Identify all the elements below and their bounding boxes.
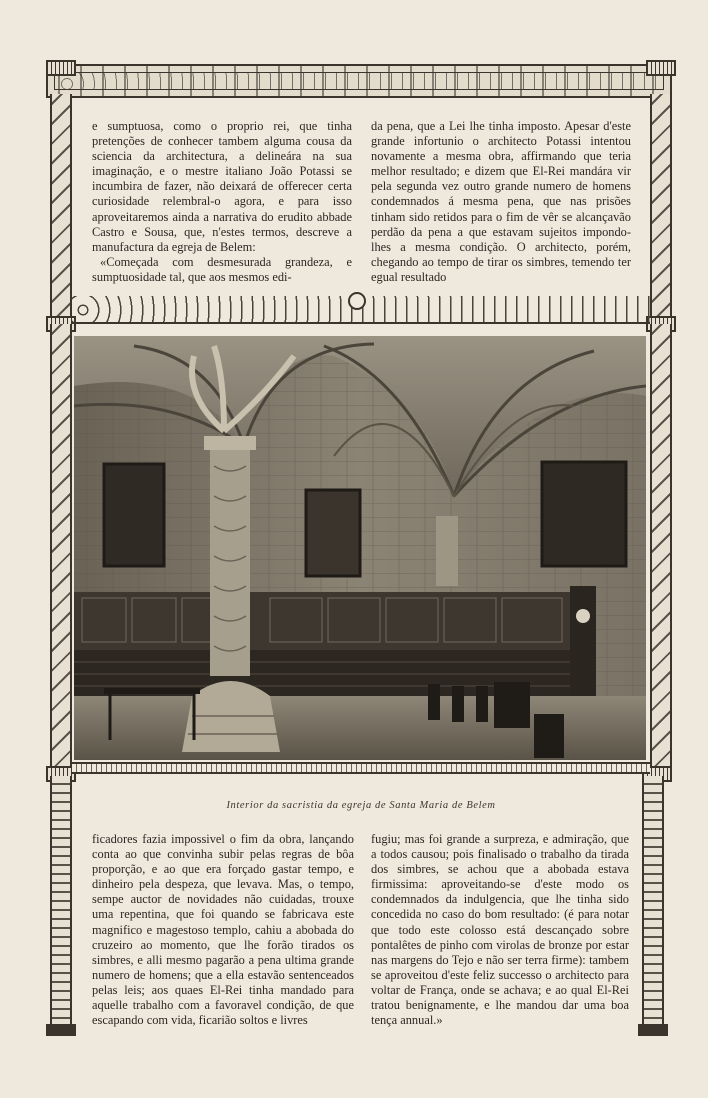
sacristy-photograph: [74, 336, 646, 760]
paragraph: da pena, que a Lei lhe tinha imposto. Apesar d'este grande infortunio o architecto Potassi intentou novamente a mesma obra, affirmando que teria melhor resultado; e dizem que El-Rei mandára vir pela segunda vez outro grande numero de homens condemnados á mesma pena, que nas prisões tinham sido retidos para o fim de vêr se alcançavão perdão da pena a que estavam sujeitos impondo-lhes a mesma condição. O architecto, porém, chegando ao tempo de tirar os simbres, temendo ter egual resultado: [371, 119, 631, 284]
text-column-bottom-left: [92, 832, 354, 1028]
photo-caption: Interior da sacristia da egreja de Santa Maria de Belem: [226, 800, 496, 811]
photo-bottom-border: [72, 762, 650, 774]
text-column-top-right: [371, 119, 631, 285]
column-capital: [46, 60, 76, 76]
twisted-column-right: [650, 324, 672, 774]
fluted-column-left: [50, 776, 72, 1026]
twisted-column-left: [50, 94, 72, 324]
photograph-illustration: [74, 336, 646, 760]
text-column-bottom-right: [371, 832, 629, 1028]
paragraph: fugiu; mas foi grande a surpreza, e admiração, que a todos causou; pois finalisado o trabalho da tirada dos simbres, se achou que a abobada estava firmissima: aproveitando-se d'este modo os condemnados da indulgencia, que lhe tinha sido concedida no caso do bom resultado: (é para notar que todo este colosso está descançado sobre pontalêtes de pinho com virolas de bronze por estar nas margens do Tejo e não ser terra firme): tambem se aproveitou d'este feliz successo o architecto para voltar de França, onde se achava; e ao qual El-Rei tratou benignamente, e lhe mandou dar uma boa tença annual.»: [371, 832, 629, 1028]
paragraph: e sumptuosa, como o proprio rei, que tinha pretenções de conhecer tambem alguma cousa da sciencia da architectura, a delineára na sua imaginação, e o mestre italiano João Potassi se incumbira de fazer, não deixará de offerecer certa curiosidade relembral-o agora, e para isso aproveitaremos ainda a narrativa do erudito abbade Castro e Sousa, que, n'estes termos, descreve a manufactura da egreja de Belem:: [92, 119, 352, 254]
paragraph: ficadores fazia impossivel o fim da obra, lançando conta ao que convinha subir pelas regras de bôa proporção, e ao que era forçado gastar tempo, e dinheiro pela despeza, que levava. Mas, o tempo, sempe auctor de novidades não cuidadas, trouxe uma repentina, que foi quando se fabricava este magnifico e magestoso templo, cahiu a abobada do cruzeiro ao momento, que lhe forão tirados os simbres, e alli mesmo pagarão a pena ultima grande numero de homens; que a ella estavão sentenceados pelas leis; aos quaes El-Rei tinha mandado para aquelle trabalho com a favoravel condição, de que escapando com vida, ficarião soltos e livres: [92, 832, 354, 1028]
text-column-top-left: [92, 119, 352, 285]
paragraph: «Começada com desmesurada grandeza, e sumptuosidade tal, que aos mesmos edi-: [92, 254, 352, 284]
frieze-ornament: [348, 292, 366, 310]
fluted-column-right: [642, 776, 664, 1026]
column-base: [638, 1024, 668, 1036]
ornamental-top-border: [46, 64, 672, 98]
column-capital: [646, 60, 676, 76]
twisted-column-left: [50, 324, 72, 774]
twisted-column-right: [650, 94, 672, 324]
column-base: [46, 1024, 76, 1036]
